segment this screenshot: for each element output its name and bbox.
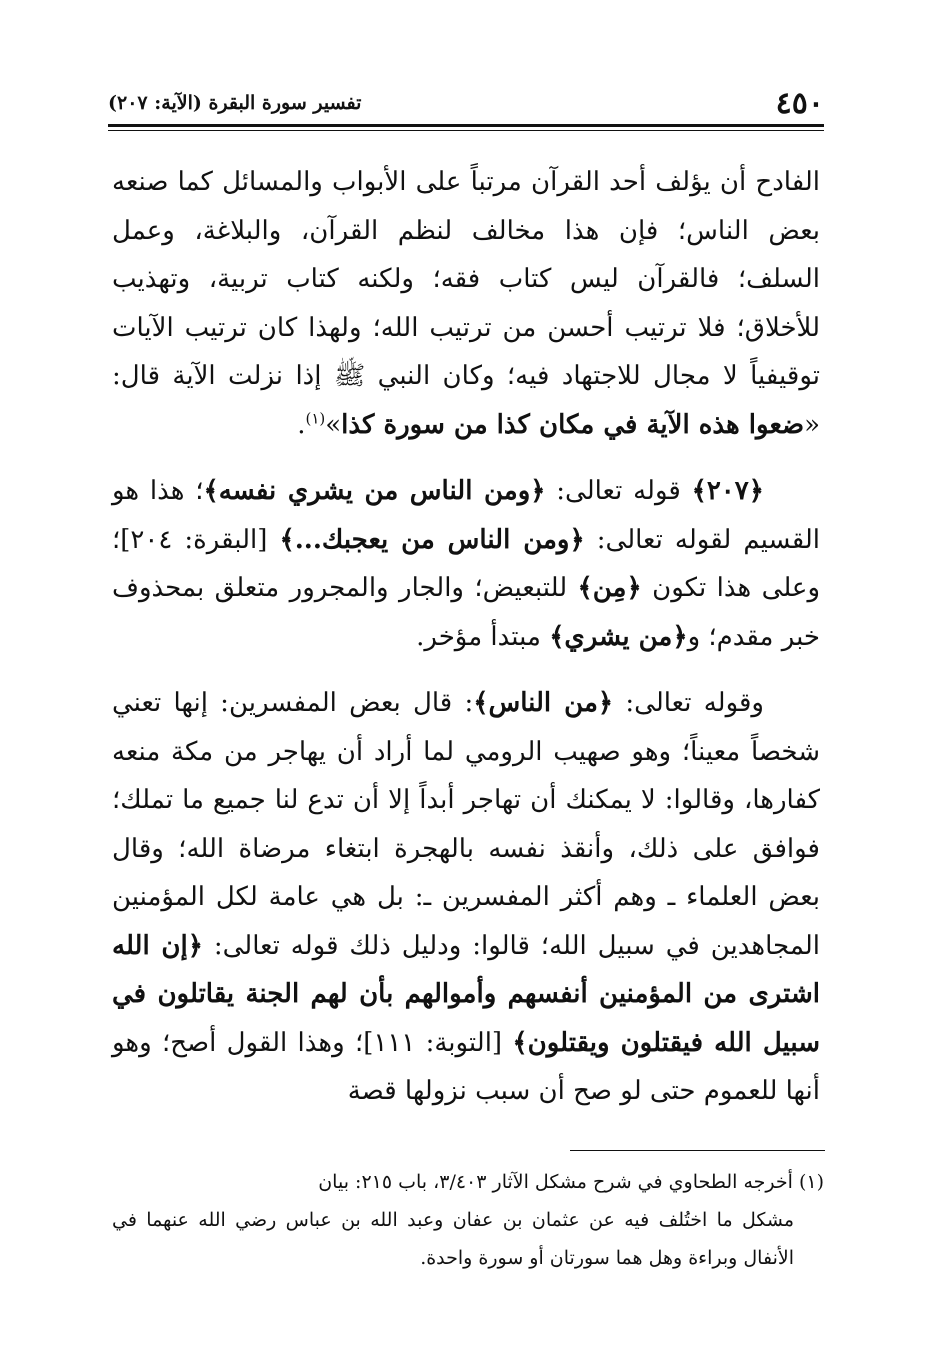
footnote-separator bbox=[570, 1150, 825, 1151]
p1-end: . bbox=[297, 409, 306, 440]
verse-quote-2: ﴿ومن الناس من يعجبك...﴾ bbox=[279, 524, 585, 555]
footnote-number: (١) bbox=[798, 1171, 824, 1193]
paragraph-1 bbox=[112, 158, 820, 449]
p3-text-3: [التوبة: ١١١]؛ وهذا القول أصح؛ وهو أنها للعموم حتى لو صح أن سبب نزولها قصة bbox=[112, 1027, 820, 1106]
p2-text-3: [البقرة: ٢٠٤]؛ وعلى هذا تكون bbox=[112, 524, 821, 603]
paragraph-2 bbox=[112, 467, 820, 661]
p3-text-2: : قال بعض المفسرين: إنها تعني شخصاً معيناً؛ وهو صهيب الرومي لما أراد أن يهاجر من مكة منعه كفارها، وقالوا: لا يمكنك أن تهاجر أبداً إلا أن تدع لنا جميع ما تملك؛ فوافق على ذلك، وأنقذ نفسه بالهجرة ابتغاء مرضاة الله؛ وقال بعض العلماء ـ وهم أكثر المفسرين ـ: بل هي عامة لكل المؤمنين المجاهدين في سبيل الله؛ قالوا: ودليل ذلك قوله تعالى: bbox=[112, 688, 821, 961]
page-number: ٤٥٠ bbox=[775, 86, 824, 121]
hadith-quote: ضعوا هذه الآية في مكان كذا من سورة كذا bbox=[341, 409, 805, 440]
footnote bbox=[112, 1163, 824, 1277]
paragraph-3 bbox=[112, 679, 820, 1116]
verse-quote-5: ﴿من الناس﴾ bbox=[473, 688, 614, 718]
header-rule-thin bbox=[108, 130, 824, 131]
p2-text-1: قوله تعالى: bbox=[545, 476, 692, 506]
body-text bbox=[112, 158, 820, 1116]
header-rule-thick bbox=[108, 124, 824, 127]
footnote-text-1: أخرجه الطحاوي في شرح مشكل الآثار ٣/٤٠٣، باب ٢١٥: بيان bbox=[318, 1171, 793, 1193]
footnote-ref[interactable]: (١) bbox=[305, 408, 326, 427]
p2-text-4: للتبعيض؛ والجار والمجرور متعلق بمحذوف خبر مقدم؛ و bbox=[112, 573, 820, 652]
verse-quote-4: ﴿من يشري﴾ bbox=[549, 621, 688, 652]
footnote-line-2: مشكل ما اختُلف فيه عن عثمان بن عفان وعبد الله بن عباس رضي الله عنهما في الأنفال وبراءة وهل هما سورتان أو سورة واحدة. bbox=[112, 1209, 794, 1269]
running-title: تفسير سورة البقرة (الآية: ٢٠٧) bbox=[108, 92, 362, 114]
footnote-line-1 bbox=[112, 1163, 824, 1201]
verse-number-207: ﴿٢٠٧﴾ bbox=[691, 476, 764, 506]
verse-quote-6: ﴿إن الله اشترى من المؤمنين أنفسهم وأموالهم بأن لهم الجنة يقاتلون في سبيل الله فيقتلون ويقتلون﴾ bbox=[112, 930, 821, 1058]
p1-text: الفادح أن يؤلف أحد القرآن مرتباً على الأبواب والمسائل كما صنعه بعض الناس؛ فإن هذا مخالف لنظم القرآن، والبلاغة، وعمل السلف؛ فالقرآن ليس كتاب فقه؛ ولكنه كتاب تربية، وتهذيب للأخلاق؛ فلا ترتيب أحسن من ترتيب الله؛ ولهذا كان ترتيب الآيات توقيفياً لا مجال للاجتهاد فيه؛ وكان النبي ﷺ إذا نزلت الآية قال: « bbox=[112, 167, 820, 440]
p2-text-2: ؛ هذا هو القسيم لقوله تعالى: bbox=[112, 476, 821, 555]
verse-quote-3: ﴿مِن﴾ bbox=[577, 573, 642, 603]
p3-text-1: وقوله تعالى: bbox=[613, 688, 764, 718]
page-header bbox=[108, 84, 824, 124]
p1-quote-close: » bbox=[325, 409, 342, 440]
verse-quote-1: ﴿ومن الناس من يشري نفسه﴾ bbox=[203, 476, 546, 506]
p2-text-5: مبتدأ مؤخر. bbox=[416, 621, 550, 652]
